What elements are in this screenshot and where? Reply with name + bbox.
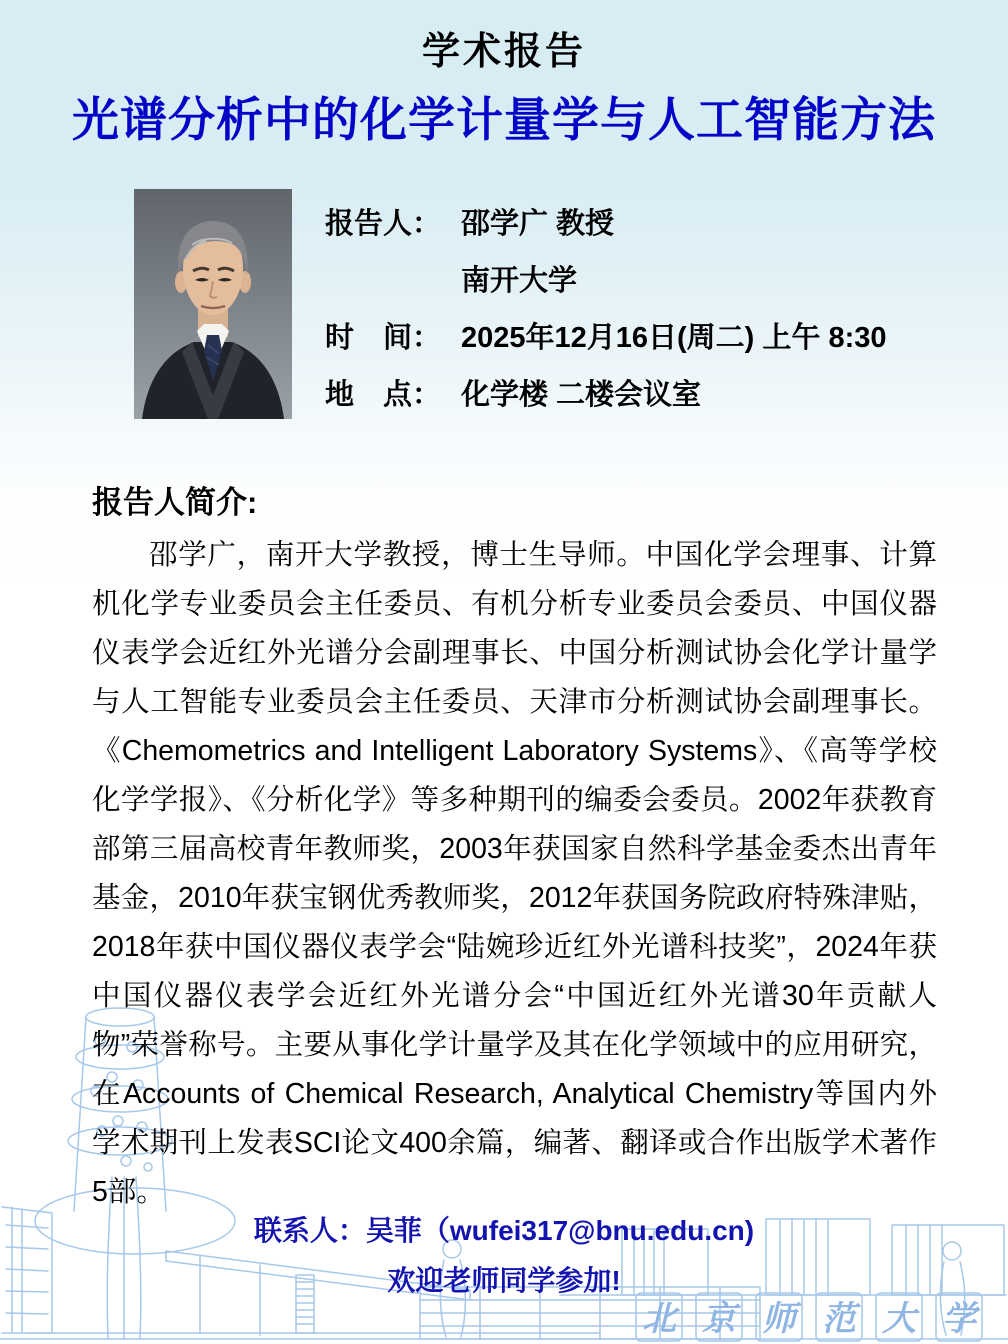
gate-stone-character: 北 [642,1300,676,1338]
affiliation-spacer [325,253,453,310]
speaker-label: 报告人： [325,208,442,240]
speaker-photo [134,189,292,419]
gate-stone-character: 大 [882,1300,916,1338]
time-label: 时 间： [325,322,442,354]
location-value: 化学楼 二楼会议室 [461,379,702,411]
gate-stone-character: 范 [822,1300,856,1338]
welcome-line: 欢迎老师同学参加! [387,1265,621,1296]
location-label: 地 点： [325,379,442,411]
event-info [325,196,887,424]
gate-stone-character: 学 [942,1300,976,1338]
poster-title: 光谱分析中的化学计量学与人工智能方法 [72,93,936,146]
contact-line: 联系人：吴菲（wufei317@bnu.edu.cn) [253,1215,755,1246]
poster-kicker: 学术报告 [421,31,586,73]
speaker-name: 邵学广 教授 [461,208,615,240]
gate-stone-character: 京 [702,1300,736,1338]
gate-stone-character: 师 [762,1300,796,1338]
bio-paragraph: 邵学广，南开大学教授，博士生导师。中国化学会理事、计算机化学专业委员会主任委员、有机分析专业委员会委员、中国仪器仪表学会近红外光谱分会副理事长、中国分析测试协会化学计量学与人工智能专业委员会主任委员、天津市分析测试协会副理事长。《Chemometrics and Intelligent Laboratory Systems》、《高等学校化学学报》、《分析化学》等多种期刊的编委会委员。2002年获教育部第三届高校青年教师奖，2003年获国家自然科学基金委杰出青年基金，2010年获宝钢优秀教师奖，2012年获国务院政府特殊津贴，2018年获中国仪器仪表学会“陆婉珍近红外光谱科技奖”，2024年获中国仪器仪表学会近红外光谱分会“中国近红外光谱30年贡献人物”荣誉称号。主要从事化学计量学及其在化学领域中的应用研究，在Accounts of Chemical Research, Analytical Chemistry等国内外学术期刊上发表SCI论文400余篇，编著、翻译或合作出版学术著作5部。 [92,539,937,1208]
time-value: 2025年12月16日(周二) 上午 8:30 [461,322,887,354]
bio-heading: 报告人简介: [92,485,258,520]
speaker-affiliation: 南开大学 [461,265,578,297]
